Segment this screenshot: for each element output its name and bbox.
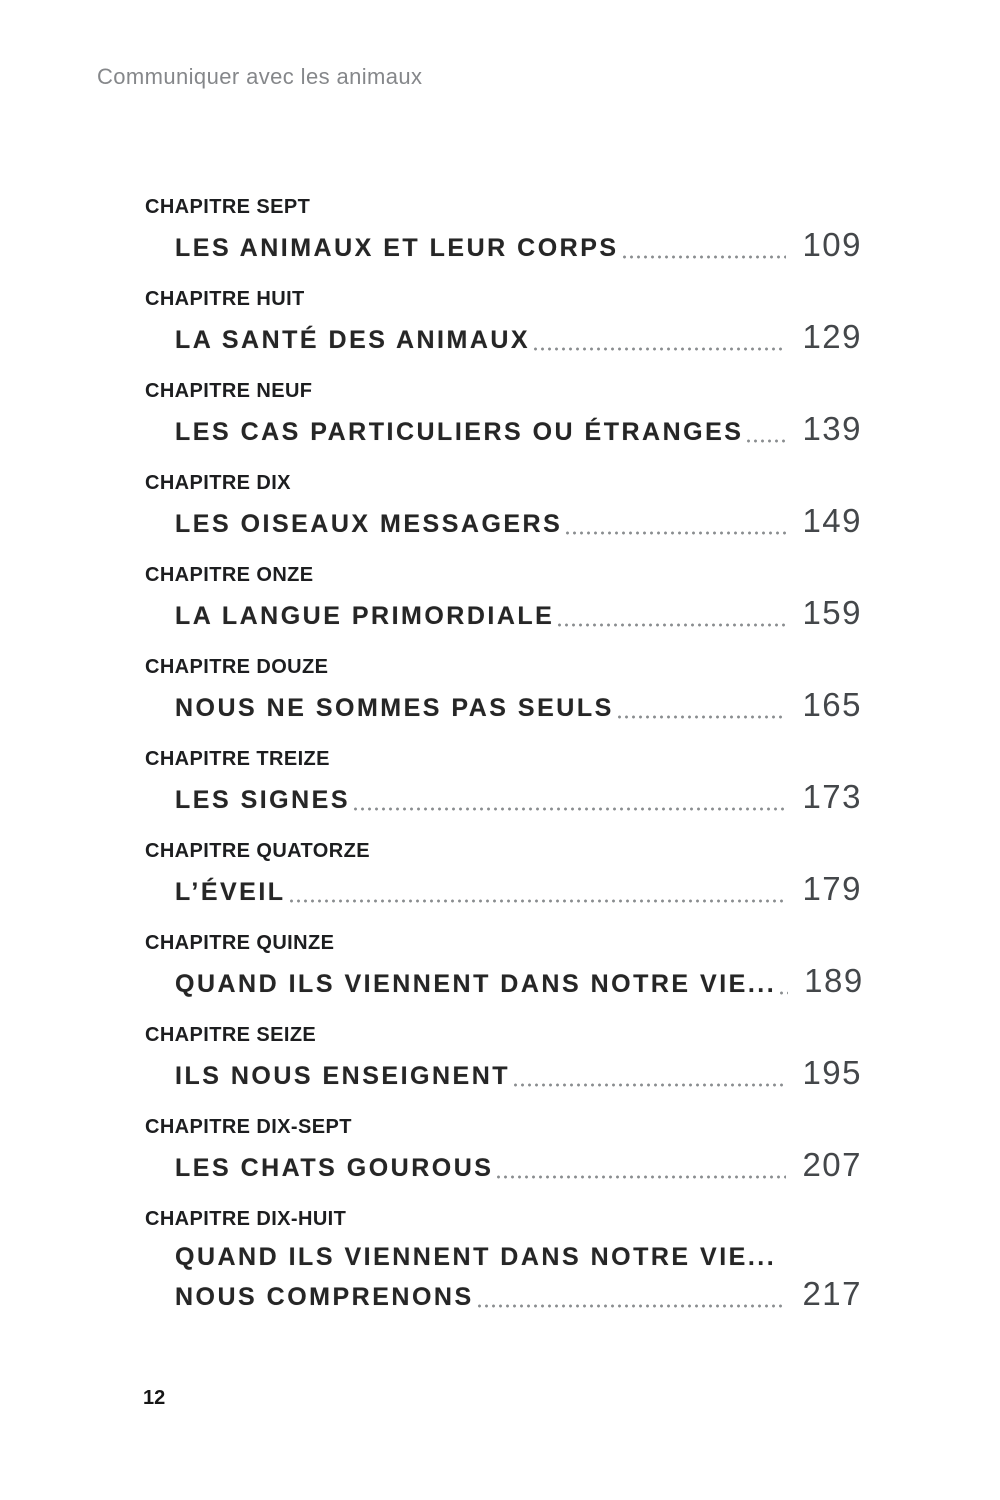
toc-entry — [145, 381, 862, 448]
chapter-page-number: 207 — [802, 1146, 862, 1183]
chapter-page-number: 165 — [802, 686, 862, 723]
toc-entry — [145, 933, 862, 1000]
chapter-label: CHAPITRE DOUZE — [145, 656, 329, 678]
toc-entry — [145, 473, 862, 540]
chapter-page-number: 109 — [802, 226, 862, 263]
dot-leader — [478, 1304, 787, 1308]
chapter-title: LES OISEAUX MESSAGERS — [175, 510, 563, 538]
dot-leader — [354, 807, 786, 811]
chapter-title-row — [145, 1275, 862, 1313]
toc-entry — [145, 197, 862, 264]
chapter-title: ILS NOUS ENSEIGNENT — [175, 1062, 511, 1090]
chapter-label: CHAPITRE TREIZE — [145, 748, 330, 770]
toc-entry — [145, 749, 862, 816]
toc-entry — [145, 289, 862, 356]
chapter-title-row — [145, 962, 864, 1000]
chapter-page-number: 129 — [802, 318, 862, 355]
chapter-page-number: 159 — [802, 594, 862, 631]
chapter-title: QUAND ILS VIENNENT DANS NOTRE VIE... — [175, 970, 777, 998]
dot-leader — [623, 255, 787, 259]
dot-leader — [618, 715, 787, 719]
chapter-title-row — [145, 318, 862, 356]
chapter-label: CHAPITRE QUATORZE — [145, 840, 370, 862]
chapter-label: CHAPITRE DIX-SEPT — [145, 1116, 352, 1138]
chapter-title: NOUS COMPRENONS — [175, 1283, 474, 1311]
chapter-title-row — [145, 410, 862, 448]
chapter-title-row — [145, 870, 862, 908]
chapter-title: LES CAS PARTICULIERS OU ÉTRANGES — [175, 418, 744, 446]
table-of-contents — [145, 197, 862, 1338]
dot-leader — [747, 439, 786, 443]
chapter-label: CHAPITRE DIX — [145, 472, 291, 494]
chapter-title: LA SANTÉ DES ANIMAUX — [175, 326, 531, 354]
chapter-title-row — [145, 1054, 862, 1092]
chapter-page-number: 189 — [804, 962, 864, 999]
chapter-title-row — [145, 226, 862, 264]
toc-entry — [145, 657, 862, 724]
toc-entry — [145, 841, 862, 908]
chapter-label: CHAPITRE HUIT — [145, 288, 305, 310]
dot-leader — [566, 531, 786, 535]
toc-entry — [145, 1209, 862, 1313]
chapter-title: LES SIGNES — [175, 786, 351, 814]
chapter-label: CHAPITRE NEUF — [145, 380, 313, 402]
chapter-title-row — [145, 686, 862, 724]
toc-entry — [145, 1025, 862, 1092]
chapter-page-number: 195 — [802, 1054, 862, 1091]
toc-entry — [145, 565, 862, 632]
chapter-label: CHAPITRE ONZE — [145, 564, 314, 586]
chapter-title-row — [145, 1146, 862, 1184]
chapter-title: QUAND ILS VIENNENT DANS NOTRE VIE... — [175, 1243, 777, 1271]
chapter-page-number: 179 — [802, 870, 862, 907]
chapter-label: CHAPITRE SEIZE — [145, 1024, 317, 1046]
toc-entry — [145, 1117, 862, 1184]
running-header: Communiquer avec les animaux — [97, 64, 423, 89]
chapter-title-row — [145, 594, 862, 632]
chapter-title-row — [145, 778, 862, 816]
chapter-label: CHAPITRE DIX-HUIT — [145, 1208, 347, 1230]
dot-leader — [290, 899, 787, 903]
dot-leader — [497, 1175, 786, 1179]
chapter-title: LES ANIMAUX ET LEUR CORPS — [175, 234, 619, 262]
chapter-page-number: 149 — [802, 502, 862, 539]
chapter-label: CHAPITRE QUINZE — [145, 932, 335, 954]
chapter-title-row — [145, 502, 862, 540]
chapter-title: L’ÉVEIL — [175, 878, 286, 906]
dot-leader — [514, 1083, 786, 1087]
dot-leader — [534, 347, 786, 351]
chapter-page-number: 139 — [802, 410, 862, 447]
chapter-title: NOUS NE SOMMES PAS SEULS — [175, 694, 614, 722]
chapter-label: CHAPITRE SEPT — [145, 196, 311, 218]
chapter-page-number: 217 — [802, 1275, 862, 1312]
dot-leader — [558, 623, 786, 627]
chapter-title: LA LANGUE PRIMORDIALE — [175, 602, 555, 630]
dot-leader — [780, 991, 788, 995]
chapter-page-number: 173 — [802, 778, 862, 815]
chapter-title: LES CHATS GOUROUS — [175, 1154, 494, 1182]
chapter-title-row — [145, 1241, 862, 1273]
footer-page-number: 12 — [143, 1387, 166, 1409]
